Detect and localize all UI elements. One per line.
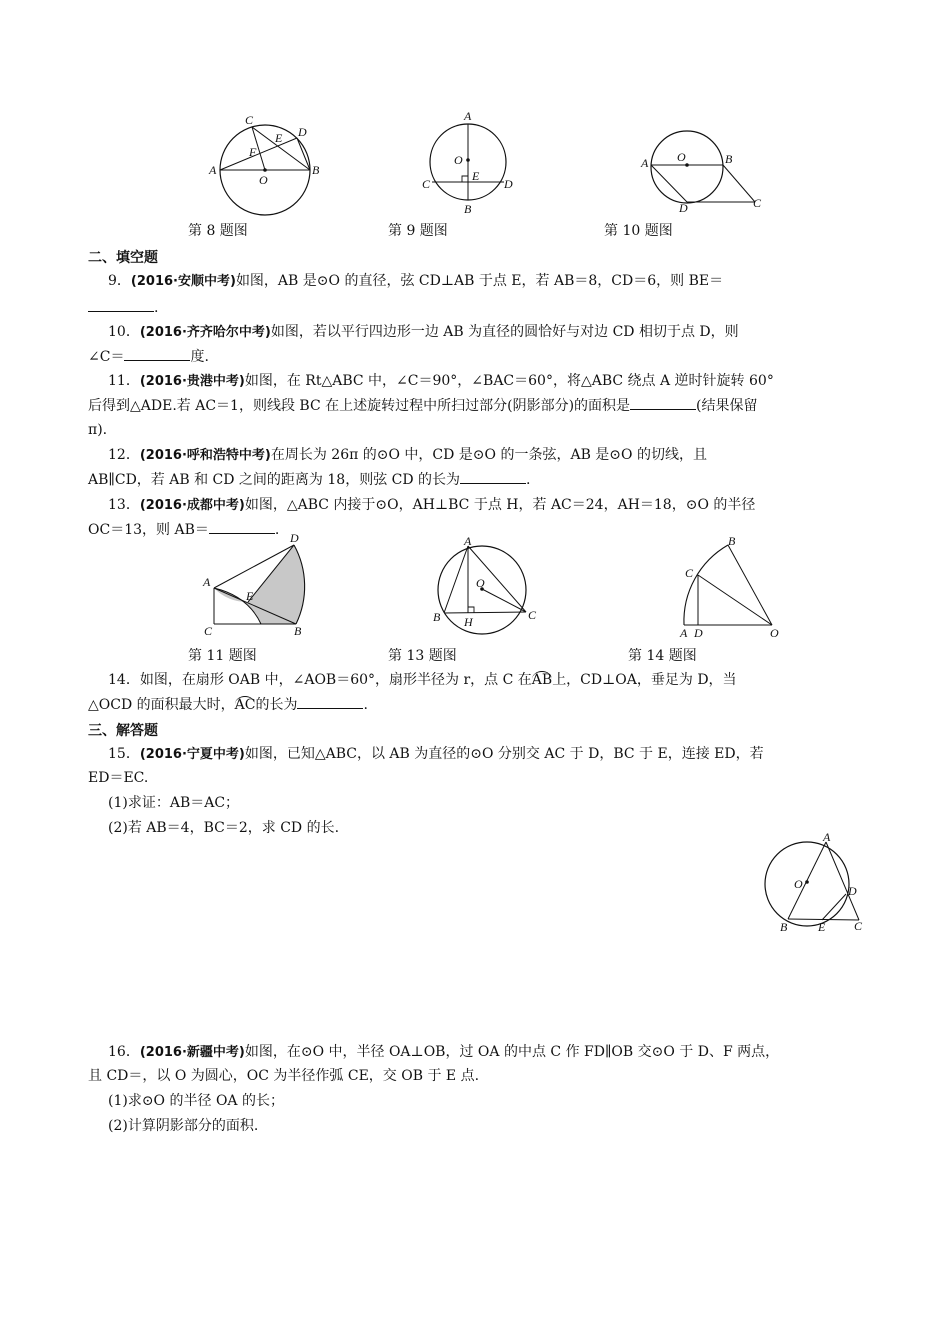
label-b: B — [780, 920, 788, 934]
q9-line1 — [108, 271, 723, 292]
q16-number: 16． — [108, 1044, 140, 1060]
figure-14-diagram — [672, 533, 787, 643]
q15-line1 — [108, 744, 764, 765]
label-d: D — [290, 531, 299, 545]
label-d: D — [679, 201, 688, 215]
label-b: B — [725, 152, 733, 166]
q14-text2: △OCD 的面积最大时， — [88, 697, 235, 713]
q12-end: . — [526, 472, 531, 488]
q9-text: 如图，AB 是⊙O 的直径，弦 CD⊥AB 于点 E，若 AB＝8，CD＝6，则 BE＝ — [235, 273, 724, 289]
q13-end: . — [274, 522, 280, 538]
label-d: D — [848, 884, 857, 898]
q10-text: 如图，若以平行四边形一边 AB 为直径的圆恰好与对边 CD 相切于点 D，则 — [270, 324, 739, 340]
label-a: A — [641, 156, 649, 170]
label-a: A — [823, 830, 831, 844]
q12-number: 12． — [108, 447, 140, 463]
label-b: B — [728, 534, 736, 548]
q10-number: 10． — [108, 324, 140, 340]
q10-source: (2016·齐齐哈尔中考) — [139, 325, 271, 340]
q9-number: 9． — [108, 273, 131, 289]
q16-text2: 且 CD＝，以 O 为圆心，OC 为半径作弧 CE，交 OB 于 E 点. — [88, 1068, 480, 1084]
figure-15 — [762, 832, 872, 937]
figure-11-diagram — [196, 530, 316, 640]
q11-line1 — [108, 371, 774, 392]
q15-line2 — [88, 768, 148, 788]
label-c: C — [245, 113, 254, 127]
figure-9 — [418, 110, 518, 220]
label-c: C — [685, 566, 694, 580]
q13-number: 13． — [108, 497, 140, 513]
label-a: A — [464, 534, 472, 548]
q13-text2: OC＝13，则 AB＝ — [88, 522, 209, 538]
q13-line1 — [108, 495, 755, 516]
label-d: D — [694, 626, 703, 640]
q10-text2: ∠C＝ — [88, 349, 125, 365]
q12-source: (2016·呼和浩特中考) — [139, 448, 271, 463]
q14-end: . — [363, 697, 368, 713]
q10-line1 — [108, 322, 739, 343]
q16-line1 — [108, 1042, 779, 1063]
q14-arc-ac: AC — [234, 697, 256, 713]
q11-text2: 后得到△ADE.若 AC＝1，则线段 BC 在上述旋转过程中所扫过部分(阴影部分)的面积是 — [88, 398, 631, 414]
q11-text: 如图，在 Rt△ABC 中，∠C＝90°，∠BAC＝60°，将△ABC 绕点 A 逆时针旋转 60° — [244, 373, 774, 389]
q11-line2 — [88, 395, 758, 416]
q13-text: 如图，△ABC 内接于⊙O，AH⊥BC 于点 H，若 AC＝24，AH＝18，⊙O 的半径 — [244, 497, 756, 513]
label-a: A — [209, 163, 217, 177]
section-heading-fill-in: 二、填空题 — [88, 250, 158, 266]
label-e: E — [275, 131, 283, 145]
q15-part1: (1)求证：AB＝AC； — [108, 795, 240, 811]
label-b: B — [312, 163, 320, 177]
q10-line2 — [88, 346, 209, 367]
q11-text3: (结果保留 — [696, 398, 758, 414]
label-a: A — [203, 575, 211, 589]
q11-source: (2016·贵港中考) — [139, 374, 245, 389]
label-d: D — [504, 177, 513, 191]
q14-arc-ab: AB — [531, 672, 553, 688]
q14-line1 — [108, 670, 737, 690]
q16-part2: (2)计算阴影部分的面积. — [108, 1118, 259, 1134]
figure-13 — [430, 535, 545, 645]
q15-part2: (2)若 AB＝4，BC＝2，求 CD 的长. — [108, 820, 340, 836]
figure-11 — [196, 530, 316, 640]
label-a: A — [680, 626, 688, 640]
q15-text: 如图，已知△ABC，以 AB 为直径的⊙O 分别交 AC 于 D，BC 于 E，连接 ED，若 — [244, 746, 764, 762]
section-heading-solve: 三、解答题 — [88, 723, 158, 739]
q10-end: 度. — [190, 349, 209, 365]
caption-figure-10: 第 10 题图 — [604, 223, 673, 239]
q15-source: (2016·宁夏中考) — [139, 747, 245, 762]
figure-13-diagram — [430, 535, 545, 645]
label-c: C — [204, 624, 213, 638]
label-o: O — [794, 877, 803, 891]
q14-number: 14． — [108, 672, 140, 688]
label-o: O — [259, 173, 268, 187]
figure-10 — [637, 145, 772, 215]
q11-line3 — [88, 420, 107, 440]
label-o: O — [770, 626, 779, 640]
q10-answer-blank[interactable] — [124, 346, 190, 361]
q12-text2: AB∥CD，若 AB 和 CD 之间的距离为 18，则弦 CD 的长为 — [88, 472, 461, 488]
caption-figure-13: 第 13 题图 — [388, 648, 457, 664]
q12-line1 — [108, 445, 707, 466]
q9-answer-blank[interactable] — [88, 297, 154, 312]
q14-answer-blank[interactable] — [297, 694, 363, 709]
q9-line2 — [88, 297, 158, 318]
q14-text-b: 上，CD⊥OA，垂足为 D，当 — [552, 672, 737, 688]
q11-number: 11． — [108, 373, 140, 389]
q12-text: 在周长为 26π 的⊙O 中，CD 是⊙O 的一条弦，AB 是⊙O 的切线，且 — [270, 447, 707, 463]
q14-line2 — [88, 694, 368, 715]
q9-end: . — [154, 300, 159, 316]
q16-part1: (1)求⊙O 的半径 OA 的长； — [108, 1093, 284, 1109]
label-e: E — [246, 589, 254, 603]
caption-figure-11: 第 11 题图 — [188, 648, 257, 664]
label-b: B — [294, 624, 302, 638]
label-o: O — [476, 576, 485, 590]
label-b: B — [464, 202, 472, 216]
caption-figure-8: 第 8 题图 — [188, 223, 248, 239]
q16-text: 如图，在⊙O 中，半径 OA⊥OB，过 OA 的中点 C 作 FD∥OB 交⊙O 于 D、F 两点， — [244, 1044, 780, 1060]
label-d: D — [298, 125, 307, 139]
label-c: C — [528, 608, 537, 622]
label-c: C — [854, 919, 863, 933]
q12-answer-blank[interactable] — [460, 469, 526, 484]
label-e: E — [818, 920, 826, 934]
caption-figure-14: 第 14 题图 — [628, 648, 697, 664]
label-o: O — [454, 153, 463, 167]
q16-source: (2016·新疆中考) — [139, 1045, 245, 1060]
q15-text2: ED＝EC. — [88, 770, 149, 786]
label-o: O — [677, 150, 686, 164]
label-e: E — [472, 169, 480, 183]
q9-source: (2016·安顺中考) — [130, 274, 236, 289]
figure-8-diagram — [205, 112, 335, 222]
label-h: H — [464, 615, 473, 629]
q13-source: (2016·成都中考) — [139, 498, 245, 513]
label-f: F — [249, 145, 257, 159]
figure-15-diagram — [762, 832, 872, 937]
q11-end: π). — [88, 422, 108, 438]
caption-figure-9: 第 9 题图 — [388, 223, 448, 239]
q16-line2 — [88, 1066, 479, 1086]
figure-9-diagram — [418, 110, 518, 220]
q15-number: 15． — [108, 746, 140, 762]
figure-8 — [205, 112, 335, 222]
figure-14 — [672, 533, 787, 643]
q14-text: 如图，在扇形 OAB 中，∠AOB＝60°，扇形半径为 r，点 C 在 — [139, 672, 532, 688]
label-c: C — [422, 177, 431, 191]
figure-10-diagram — [637, 145, 772, 215]
label-b: B — [433, 610, 441, 624]
label-a: A — [464, 109, 472, 123]
q12-line2 — [88, 469, 531, 490]
label-c: C — [753, 196, 762, 210]
q14-text3: 的长为 — [255, 697, 298, 713]
q11-answer-blank[interactable] — [630, 395, 696, 410]
